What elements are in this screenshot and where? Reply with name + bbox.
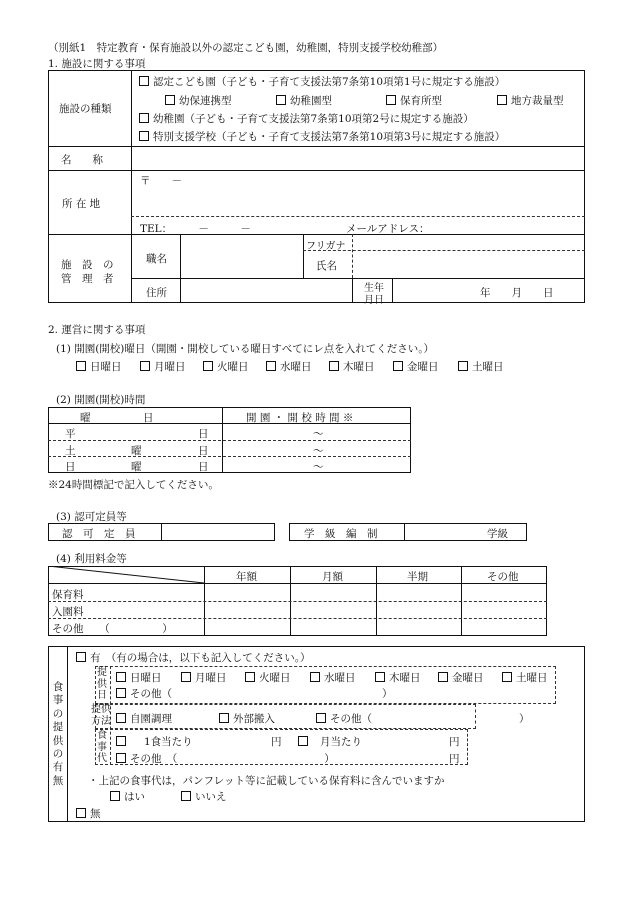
meal-cost-per-month[interactable]: 月当たり [298, 734, 362, 749]
checkbox-icon[interactable] [393, 361, 403, 371]
checkbox-icon[interactable] [298, 736, 308, 746]
checkbox-icon[interactable] [502, 672, 512, 682]
checkbox-icon[interactable] [375, 672, 385, 682]
meal-day-wed[interactable]: 水曜日 [310, 670, 356, 685]
subtype-2[interactable]: 幼稚園型 [276, 93, 332, 108]
hours-row-sat-a: 土 [65, 445, 76, 457]
hours-row-sun-b: 曜 [131, 461, 142, 473]
hours-row-weekday-c: 日 [198, 428, 209, 440]
manager-divider-c [352, 234, 353, 278]
checkbox-icon[interactable] [76, 652, 86, 662]
checkbox-icon[interactable] [329, 361, 339, 371]
checkbox-icon[interactable] [438, 672, 448, 682]
fees-col-annual: 年額 [236, 571, 257, 583]
hours-head-time: 開 園 ・ 開 校 時 間 ※ [246, 412, 354, 424]
day-tue[interactable]: 火曜日 [203, 359, 249, 374]
checkbox-icon[interactable] [497, 95, 507, 105]
fees-col-other: その他 [487, 571, 519, 583]
mail-label[interactable]: メールアドレス： [346, 223, 430, 235]
meal-day-sat[interactable]: 土曜日 [502, 670, 548, 685]
section1-title: 1. 施設に関する事項 [48, 58, 146, 70]
opt-kodomoen[interactable]: 認定こども園（子ども・子育て支援法第7条第10項第1号に規定する施設） [139, 74, 505, 89]
label-divider [131, 70, 132, 303]
checkbox-icon[interactable] [181, 791, 191, 801]
manager-divider-b [303, 234, 304, 278]
hours-row-sun-a: 日 [65, 461, 76, 473]
checkbox-icon[interactable] [116, 713, 126, 723]
fees-row-childcare: 保育料 [52, 589, 84, 601]
meal-included-question: ・上記の食事代は，パンフレット等に記載している保育料に含んでいますか [88, 775, 445, 787]
meal-method-label-2: 方法 [91, 716, 111, 727]
manager-label-2: 管 理 者 [61, 273, 114, 285]
checkbox-icon[interactable] [386, 95, 396, 105]
fees-col-half: 半期 [407, 571, 428, 583]
meal-cost-yen-1: 円 [271, 736, 282, 748]
capacity-divider [161, 523, 162, 541]
checkbox-icon[interactable] [310, 672, 320, 682]
checkbox-icon[interactable] [110, 791, 120, 801]
meal-day-thu[interactable]: 木曜日 [375, 670, 421, 685]
fees-diagonal-line [48, 566, 204, 583]
fees-col-monthly: 月額 [322, 571, 343, 583]
checkbox-icon[interactable] [245, 672, 255, 682]
manager-label-1: 施 設 の [61, 259, 114, 271]
checkbox-icon[interactable] [458, 361, 468, 371]
checkbox-icon[interactable] [203, 361, 213, 371]
location-label: 所 在 地 [62, 198, 101, 210]
meal-day-tue[interactable]: 火曜日 [245, 670, 291, 685]
checkbox-icon[interactable] [116, 672, 126, 682]
day-sun[interactable]: 日曜日 [76, 359, 122, 374]
hours-row-weekday-a: 平 [65, 428, 76, 440]
checkbox-icon[interactable] [76, 361, 86, 371]
furigana-label: フリガナ [306, 241, 346, 252]
meal-day-fri[interactable]: 金曜日 [438, 670, 484, 685]
fees-row-admission: 入園料 [52, 606, 84, 618]
checkbox-icon[interactable] [165, 95, 175, 105]
name2-label: 氏名 [316, 260, 337, 272]
meal-yes[interactable]: 有 （有の場合は，以下も記入してください。） [76, 650, 311, 665]
meal-method-inhouse[interactable]: 自園調理 [116, 711, 172, 726]
meal-day-sun[interactable]: 日曜日 [116, 670, 162, 685]
checkbox-icon[interactable] [139, 113, 149, 123]
checkbox-icon[interactable] [219, 713, 229, 723]
checkbox-icon[interactable] [116, 753, 126, 763]
name-label: 名 称 [61, 154, 103, 166]
checkbox-icon[interactable] [181, 672, 191, 682]
hours-row-divider-1 [48, 440, 411, 441]
meal-cost-other[interactable]: その他 （ ） [116, 751, 335, 766]
birth-label-1: 生年 [364, 283, 384, 294]
subtype-3[interactable]: 保育所型 [386, 93, 442, 108]
hours-note: ※24時間標記で記入してください。 [48, 479, 219, 491]
document-header: （別紙1 特定教育・保育施設以外の認定こども園，幼稚園，特別支援学校幼稚部） [48, 42, 444, 54]
meal-day-label: 提供日 [97, 667, 107, 701]
fees-title: (4) 利用料金等 [56, 553, 127, 565]
meal-cost-label: 食事代 [97, 730, 107, 764]
hours-row-sun-time[interactable]: ～ [313, 461, 324, 473]
hours-head-day: 曜 日 [80, 412, 154, 424]
hours-row-sat-time[interactable]: ～ [313, 445, 324, 457]
checkbox-icon[interactable] [140, 361, 150, 371]
birth-divider-a [352, 278, 353, 303]
checkbox-icon[interactable] [139, 131, 149, 141]
row-divider-3 [48, 234, 585, 235]
manager-divider-a [180, 234, 181, 303]
meal-cost-per-meal[interactable]: 1食当たり [116, 734, 193, 749]
meal-day-other[interactable]: その他（ ） [116, 686, 393, 701]
meal-method-external[interactable]: 外部搬入 [219, 711, 275, 726]
postal-mark[interactable]: 〒 － [140, 175, 182, 187]
class-divider [404, 523, 405, 541]
day-wed[interactable]: 水曜日 [266, 359, 312, 374]
meal-included-no[interactable]: いいえ [181, 789, 227, 804]
tel-label[interactable]: TEL： － － [140, 223, 251, 235]
meal-method-other[interactable]: その他（ ） [316, 711, 530, 726]
class-unit: 学級 [487, 528, 508, 540]
address-label: 住所 [146, 287, 167, 299]
meal-included-yes[interactable]: はい [110, 789, 145, 804]
address-divider [131, 278, 585, 279]
fees-row-divider-1 [48, 601, 547, 602]
days-title: (1) 開園(開校)曜日（開園・開校している曜日すべてにレ点を入れてください。） [56, 343, 434, 355]
meal-cost-yen-2: 円 [449, 736, 460, 748]
checkbox-icon[interactable] [316, 713, 326, 723]
facility-type-label: 施設の種類 [59, 103, 112, 115]
row-divider-2 [48, 170, 585, 171]
hours-title: (2) 開園(開校)時間 [56, 394, 146, 406]
subtype-4[interactable]: 地方裁量型 [497, 93, 564, 108]
day-sat[interactable]: 土曜日 [458, 359, 504, 374]
meal-side-divider [67, 646, 68, 822]
hours-row-sun-c: 日 [198, 461, 209, 473]
position-label: 職名 [146, 253, 167, 265]
fees-row-divider-2 [48, 618, 547, 619]
checkbox-icon[interactable] [116, 688, 126, 698]
opt-kindergarten[interactable]: 幼稚園（子ども・子育て支援法第7条第10項第2号に規定する施設） [139, 111, 474, 126]
hours-row-weekday-time[interactable]: ～ [313, 428, 324, 440]
tel-divider [131, 216, 585, 217]
checkbox-icon[interactable] [116, 736, 126, 746]
meal-no[interactable]: 無 [76, 806, 101, 821]
class-label: 学 級 編 制 [304, 528, 378, 540]
checkbox-icon[interactable] [139, 76, 149, 86]
hours-row-sat-c: 日 [198, 445, 209, 457]
checkbox-icon[interactable] [266, 361, 276, 371]
birth-divider-b [392, 278, 393, 303]
day-thu[interactable]: 木曜日 [329, 359, 375, 374]
meal-method-label-1: 提供 [91, 704, 111, 715]
section2-title: 2. 運営に関する事項 [48, 324, 146, 336]
checkbox-icon[interactable] [76, 808, 86, 818]
fees-head-divider [48, 583, 547, 584]
day-mon[interactable]: 月曜日 [140, 359, 186, 374]
day-fri[interactable]: 金曜日 [393, 359, 439, 374]
capacity-title: (3) 認可定員等 [56, 511, 127, 523]
hours-row-divider-2 [48, 456, 411, 457]
birth-ymd[interactable]: 年 月 日 [480, 287, 554, 299]
subtype-1[interactable]: 幼保連携型 [165, 93, 232, 108]
row-divider-1 [48, 146, 585, 147]
meal-day-mon[interactable]: 月曜日 [181, 670, 227, 685]
capacity-label: 認 可 定 員 [62, 528, 136, 540]
hours-row-sat-b: 曜 [131, 445, 142, 457]
opt-special-school[interactable]: 特別支援学校（子ども・子育て支援法第7条第10項第3号に規定する施設） [139, 129, 505, 144]
meal-cost-yen-3: 円 [449, 753, 460, 765]
meal-side-label: 食事の提供の有無 [52, 681, 64, 787]
birth-label-2: 月日 [364, 295, 384, 306]
fees-row-other: その他 （ ） [52, 623, 173, 635]
checkbox-icon[interactable] [276, 95, 286, 105]
